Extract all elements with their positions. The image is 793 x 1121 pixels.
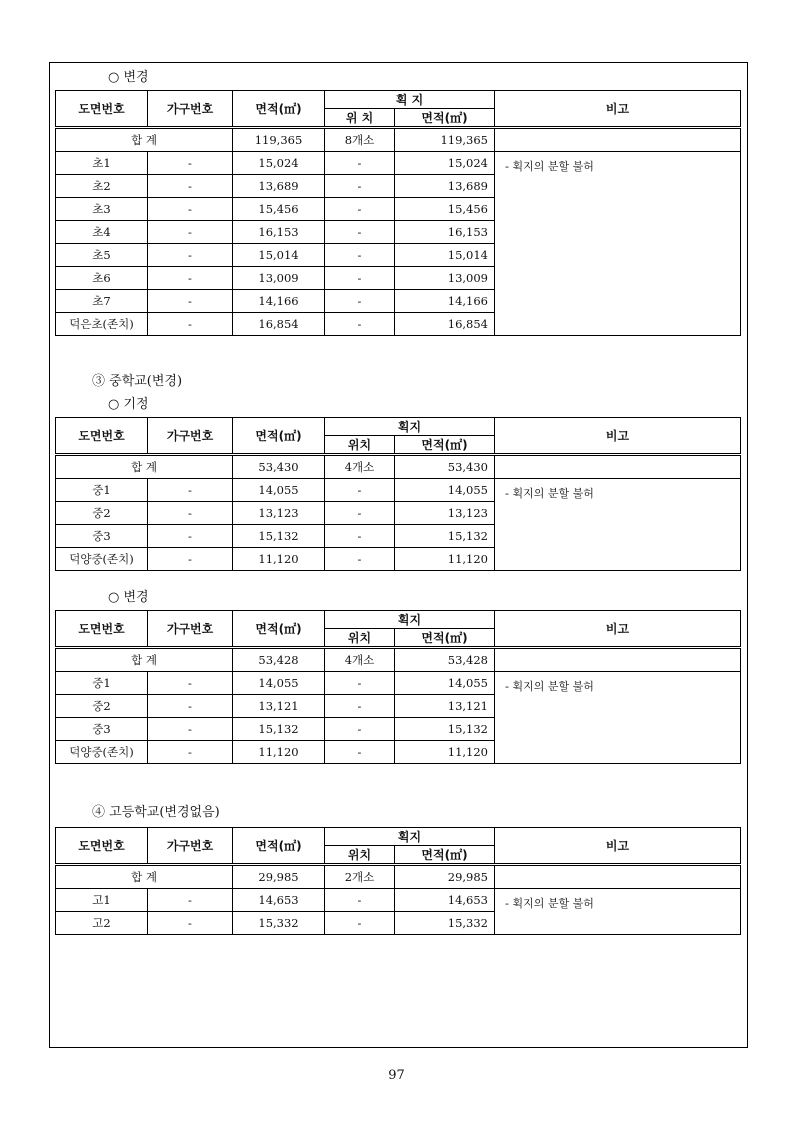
cell-lot-area: 15,332 <box>395 912 495 935</box>
cell-area: 11,120 <box>233 741 325 764</box>
cell-area: 16,153 <box>233 221 325 244</box>
header-lot-area: 면적(㎡) <box>395 109 495 128</box>
total-label: 합 계 <box>56 648 233 672</box>
header-area: 면적(㎡) <box>233 418 325 455</box>
cell-area: 16,854 <box>233 313 325 336</box>
cell-location: - <box>325 889 395 912</box>
cell-location: - <box>325 502 395 525</box>
cell-lot-area: 11,120 <box>395 548 495 571</box>
cell-drawing-no: 덕은초(존치) <box>56 313 148 336</box>
header-location: 위치 <box>325 846 395 865</box>
cell-drawing-no: 중3 <box>56 525 148 548</box>
cell-location: - <box>325 152 395 175</box>
remark-note: - 획지의 분할 불허 <box>495 889 741 935</box>
header-household-no: 가구번호 <box>148 828 233 865</box>
header-household-no: 가구번호 <box>148 611 233 648</box>
header-lot-area: 면적(㎡) <box>395 846 495 865</box>
cell-location: - <box>325 221 395 244</box>
cell-location: - <box>325 525 395 548</box>
header-drawing-no: 도면번호 <box>56 91 148 128</box>
cell-location: - <box>325 548 395 571</box>
school-table <box>55 90 741 336</box>
cell-drawing-no: 초7 <box>56 290 148 313</box>
total-row <box>56 865 741 889</box>
cell-drawing-no: 중3 <box>56 718 148 741</box>
header-drawing-no: 도면번호 <box>56 418 148 455</box>
cell-household-no: - <box>148 244 233 267</box>
total-area: 119,365 <box>233 128 325 152</box>
total-remark <box>495 128 741 152</box>
total-lot-area: 29,985 <box>395 865 495 889</box>
cell-lot-area: 15,132 <box>395 525 495 548</box>
header-location: 위치 <box>325 629 395 648</box>
cell-location: - <box>325 175 395 198</box>
total-lot-area: 119,365 <box>395 128 495 152</box>
total-lot-area: 53,428 <box>395 648 495 672</box>
cell-location: - <box>325 672 395 695</box>
total-remark <box>495 648 741 672</box>
cell-lot-area: 15,456 <box>395 198 495 221</box>
section-label-elementary-change: ○ 변경 <box>108 70 149 85</box>
header-area: 면적(㎡) <box>233 91 325 128</box>
cell-area: 13,123 <box>233 502 325 525</box>
total-lot-area: 53,430 <box>395 455 495 479</box>
cell-location: - <box>325 695 395 718</box>
total-row <box>56 455 741 479</box>
section-label-middle-change: ○ 변경 <box>108 590 149 605</box>
cell-lot-area: 14,055 <box>395 672 495 695</box>
cell-lot-area: 13,121 <box>395 695 495 718</box>
cell-area: 13,009 <box>233 267 325 290</box>
cell-lot-area: 16,153 <box>395 221 495 244</box>
school-table <box>55 827 741 935</box>
header-remark: 비고 <box>495 418 741 455</box>
total-label: 합 계 <box>56 865 233 889</box>
total-row <box>56 648 741 672</box>
cell-drawing-no: 중1 <box>56 672 148 695</box>
cell-household-no: - <box>148 889 233 912</box>
cell-area: 15,456 <box>233 198 325 221</box>
cell-drawing-no: 중2 <box>56 502 148 525</box>
cell-household-no: - <box>148 695 233 718</box>
cell-area: 14,653 <box>233 889 325 912</box>
cell-drawing-no: 초2 <box>56 175 148 198</box>
header-area: 면적(㎡) <box>233 611 325 648</box>
header-lot: 획 지 <box>325 91 495 109</box>
header-drawing-no: 도면번호 <box>56 828 148 865</box>
total-location: 2개소 <box>325 865 395 889</box>
header-household-no: 가구번호 <box>148 418 233 455</box>
cell-lot-area: 11,120 <box>395 741 495 764</box>
cell-area: 11,120 <box>233 548 325 571</box>
cell-lot-area: 13,009 <box>395 267 495 290</box>
header-lot-area: 면적(㎡) <box>395 629 495 648</box>
remark-note: - 획지의 분할 불허 <box>495 152 741 336</box>
cell-location: - <box>325 718 395 741</box>
cell-drawing-no: 덕양중(존치) <box>56 741 148 764</box>
cell-lot-area: 14,055 <box>395 479 495 502</box>
cell-household-no: - <box>148 267 233 290</box>
header-remark: 비고 <box>495 611 741 648</box>
header-lot: 획지 <box>325 828 495 846</box>
total-location: 4개소 <box>325 455 395 479</box>
cell-lot-area: 15,014 <box>395 244 495 267</box>
cell-drawing-no: 중2 <box>56 695 148 718</box>
cell-location: - <box>325 313 395 336</box>
total-area: 53,428 <box>233 648 325 672</box>
cell-location: - <box>325 198 395 221</box>
remark-note: - 획지의 분할 불허 <box>495 672 741 764</box>
school-table <box>55 417 741 571</box>
cell-drawing-no: 고1 <box>56 889 148 912</box>
cell-area: 15,332 <box>233 912 325 935</box>
cell-lot-area: 14,166 <box>395 290 495 313</box>
header-location: 위 치 <box>325 109 395 128</box>
cell-area: 14,055 <box>233 479 325 502</box>
cell-lot-area: 14,653 <box>395 889 495 912</box>
cell-household-no: - <box>148 175 233 198</box>
cell-lot-area: 13,689 <box>395 175 495 198</box>
total-label: 합 계 <box>56 455 233 479</box>
header-lot: 획지 <box>325 418 495 436</box>
cell-drawing-no: 초1 <box>56 152 148 175</box>
remark-note: - 획지의 분할 불허 <box>495 479 741 571</box>
table-row <box>56 479 741 502</box>
cell-lot-area: 15,132 <box>395 718 495 741</box>
section-title-middle-school: ③ 중학교(변경) <box>92 374 183 389</box>
cell-household-no: - <box>148 313 233 336</box>
total-label: 합 계 <box>56 128 233 152</box>
cell-location: - <box>325 912 395 935</box>
total-area: 53,430 <box>233 455 325 479</box>
total-area: 29,985 <box>233 865 325 889</box>
header-location: 위치 <box>325 436 395 455</box>
cell-location: - <box>325 244 395 267</box>
cell-household-no: - <box>148 198 233 221</box>
cell-drawing-no: 초6 <box>56 267 148 290</box>
cell-household-no: - <box>148 741 233 764</box>
cell-drawing-no: 초3 <box>56 198 148 221</box>
cell-drawing-no: 고2 <box>56 912 148 935</box>
cell-drawing-no: 덕양중(존치) <box>56 548 148 571</box>
cell-lot-area: 16,854 <box>395 313 495 336</box>
cell-drawing-no: 초5 <box>56 244 148 267</box>
cell-location: - <box>325 479 395 502</box>
total-location: 8개소 <box>325 128 395 152</box>
cell-area: 15,132 <box>233 525 325 548</box>
table-row <box>56 152 741 175</box>
header-lot-area: 면적(㎡) <box>395 436 495 455</box>
cell-area: 13,121 <box>233 695 325 718</box>
cell-household-no: - <box>148 548 233 571</box>
cell-household-no: - <box>148 525 233 548</box>
total-location: 4개소 <box>325 648 395 672</box>
cell-lot-area: 15,024 <box>395 152 495 175</box>
header-remark: 비고 <box>495 828 741 865</box>
cell-location: - <box>325 741 395 764</box>
page-number: 97 <box>388 1068 405 1083</box>
cell-household-no: - <box>148 479 233 502</box>
cell-area: 14,166 <box>233 290 325 313</box>
header-remark: 비고 <box>495 91 741 128</box>
cell-area: 15,014 <box>233 244 325 267</box>
total-remark <box>495 455 741 479</box>
cell-household-no: - <box>148 672 233 695</box>
cell-household-no: - <box>148 290 233 313</box>
cell-drawing-no: 중1 <box>56 479 148 502</box>
cell-household-no: - <box>148 502 233 525</box>
total-row <box>56 128 741 152</box>
cell-household-no: - <box>148 912 233 935</box>
cell-area: 15,132 <box>233 718 325 741</box>
header-area: 면적(㎡) <box>233 828 325 865</box>
header-household-no: 가구번호 <box>148 91 233 128</box>
cell-household-no: - <box>148 718 233 741</box>
school-table <box>55 610 741 764</box>
cell-drawing-no: 초4 <box>56 221 148 244</box>
section-label-middle-existing: ○ 기정 <box>108 397 149 412</box>
cell-area: 14,055 <box>233 672 325 695</box>
table-row <box>56 672 741 695</box>
header-drawing-no: 도면번호 <box>56 611 148 648</box>
cell-location: - <box>325 267 395 290</box>
section-title-high-school: ④ 고등학교(변경없음) <box>92 805 220 820</box>
header-lot: 획지 <box>325 611 495 629</box>
cell-location: - <box>325 290 395 313</box>
cell-area: 15,024 <box>233 152 325 175</box>
table-row <box>56 889 741 912</box>
total-remark <box>495 865 741 889</box>
cell-household-no: - <box>148 221 233 244</box>
cell-area: 13,689 <box>233 175 325 198</box>
cell-household-no: - <box>148 152 233 175</box>
cell-lot-area: 13,123 <box>395 502 495 525</box>
